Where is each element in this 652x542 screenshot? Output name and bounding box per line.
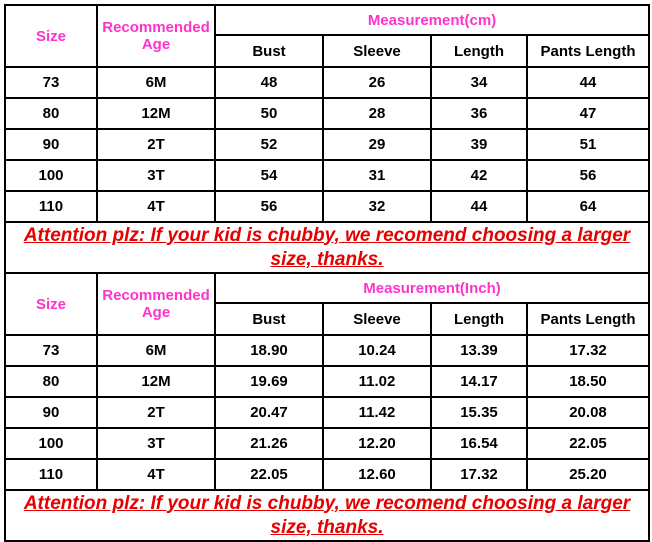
table-row [5,160,649,191]
inch-cell: 3T [97,428,215,459]
cm-cell: 26 [323,67,431,98]
inch-age-header [97,273,215,335]
table-row [5,67,649,98]
table-row [5,366,649,397]
inch-cell: 20.08 [527,397,649,428]
inch-size-header: Size [5,273,97,335]
inch-cell: 12M [97,366,215,397]
inch-age-header-line1: Recommended [102,287,210,304]
inch-cell: 10.24 [323,335,431,366]
cm-cell: 36 [431,98,527,129]
attention-note: Attention plz: If your kid is chubby, we recomend choosing a larger size, thanks. [5,490,649,541]
cm-cell: 54 [215,160,323,191]
cm-cell: 50 [215,98,323,129]
inch-col-bust: Bust [215,303,323,335]
inch-cell: 16.54 [431,428,527,459]
cm-cell: 42 [431,160,527,191]
inch-col-sleeve: Sleeve [323,303,431,335]
cm-size-header: Size [5,5,97,67]
inch-cell: 18.50 [527,366,649,397]
attention-note: Attention plz: If your kid is chubby, we recomend choosing a larger size, thanks. [5,222,649,273]
cm-header-row [5,5,649,35]
inch-cell: 13.39 [431,335,527,366]
table-row [5,129,649,160]
inch-cell: 12.20 [323,428,431,459]
table-row [5,98,649,129]
cm-cell: 31 [323,160,431,191]
cm-cell: 100 [5,160,97,191]
cm-cell: 34 [431,67,527,98]
inch-age-header-line2: Age [141,304,171,321]
inch-cell: 110 [5,459,97,490]
inch-cell: 22.05 [215,459,323,490]
inch-cell: 20.47 [215,397,323,428]
cm-col-pants-length: Pants Length [527,35,649,67]
cm-col-sleeve: Sleeve [323,35,431,67]
cm-cell: 2T [97,129,215,160]
cm-age-header-line2: Age [141,36,171,53]
inch-col-pants-length: Pants Length [527,303,649,335]
inch-attention-row [5,490,649,541]
cm-cell: 48 [215,67,323,98]
inch-cell: 100 [5,428,97,459]
cm-cell: 56 [215,191,323,222]
inch-cell: 17.32 [431,459,527,490]
cm-cell: 4T [97,191,215,222]
cm-cell: 80 [5,98,97,129]
table-row [5,459,649,490]
cm-cell: 12M [97,98,215,129]
inch-cell: 90 [5,397,97,428]
table-row [5,428,649,459]
inch-cell: 14.17 [431,366,527,397]
size-table [4,4,650,542]
inch-measurement-header: Measurement(Inch) [215,273,649,303]
cm-cell: 44 [431,191,527,222]
cm-cell: 110 [5,191,97,222]
table-row [5,191,649,222]
inch-cell: 6M [97,335,215,366]
table-row [5,335,649,366]
inch-cell: 15.35 [431,397,527,428]
cm-col-bust: Bust [215,35,323,67]
cm-cell: 51 [527,129,649,160]
inch-cell: 18.90 [215,335,323,366]
cm-cell: 90 [5,129,97,160]
cm-cell: 52 [215,129,323,160]
inch-col-length: Length [431,303,527,335]
cm-age-header-line1: Recommended [102,19,210,36]
table-row [5,397,649,428]
inch-cell: 11.02 [323,366,431,397]
inch-cell: 11.42 [323,397,431,428]
cm-cell: 64 [527,191,649,222]
inch-cell: 73 [5,335,97,366]
inch-cell: 17.32 [527,335,649,366]
inch-cell: 12.60 [323,459,431,490]
cm-age-header [97,5,215,67]
cm-cell: 44 [527,67,649,98]
inch-cell: 21.26 [215,428,323,459]
cm-attention-row [5,222,649,273]
inch-cell: 19.69 [215,366,323,397]
inch-cell: 22.05 [527,428,649,459]
size-chart [4,4,648,538]
inch-cell: 25.20 [527,459,649,490]
cm-cell: 47 [527,98,649,129]
inch-cell: 80 [5,366,97,397]
cm-col-length: Length [431,35,527,67]
inch-cell: 2T [97,397,215,428]
cm-measurement-header: Measurement(cm) [215,5,649,35]
cm-cell: 3T [97,160,215,191]
cm-cell: 56 [527,160,649,191]
cm-cell: 28 [323,98,431,129]
inch-cell: 4T [97,459,215,490]
cm-cell: 32 [323,191,431,222]
cm-cell: 6M [97,67,215,98]
cm-cell: 39 [431,129,527,160]
cm-cell: 29 [323,129,431,160]
inch-header-row [5,273,649,303]
cm-cell: 73 [5,67,97,98]
